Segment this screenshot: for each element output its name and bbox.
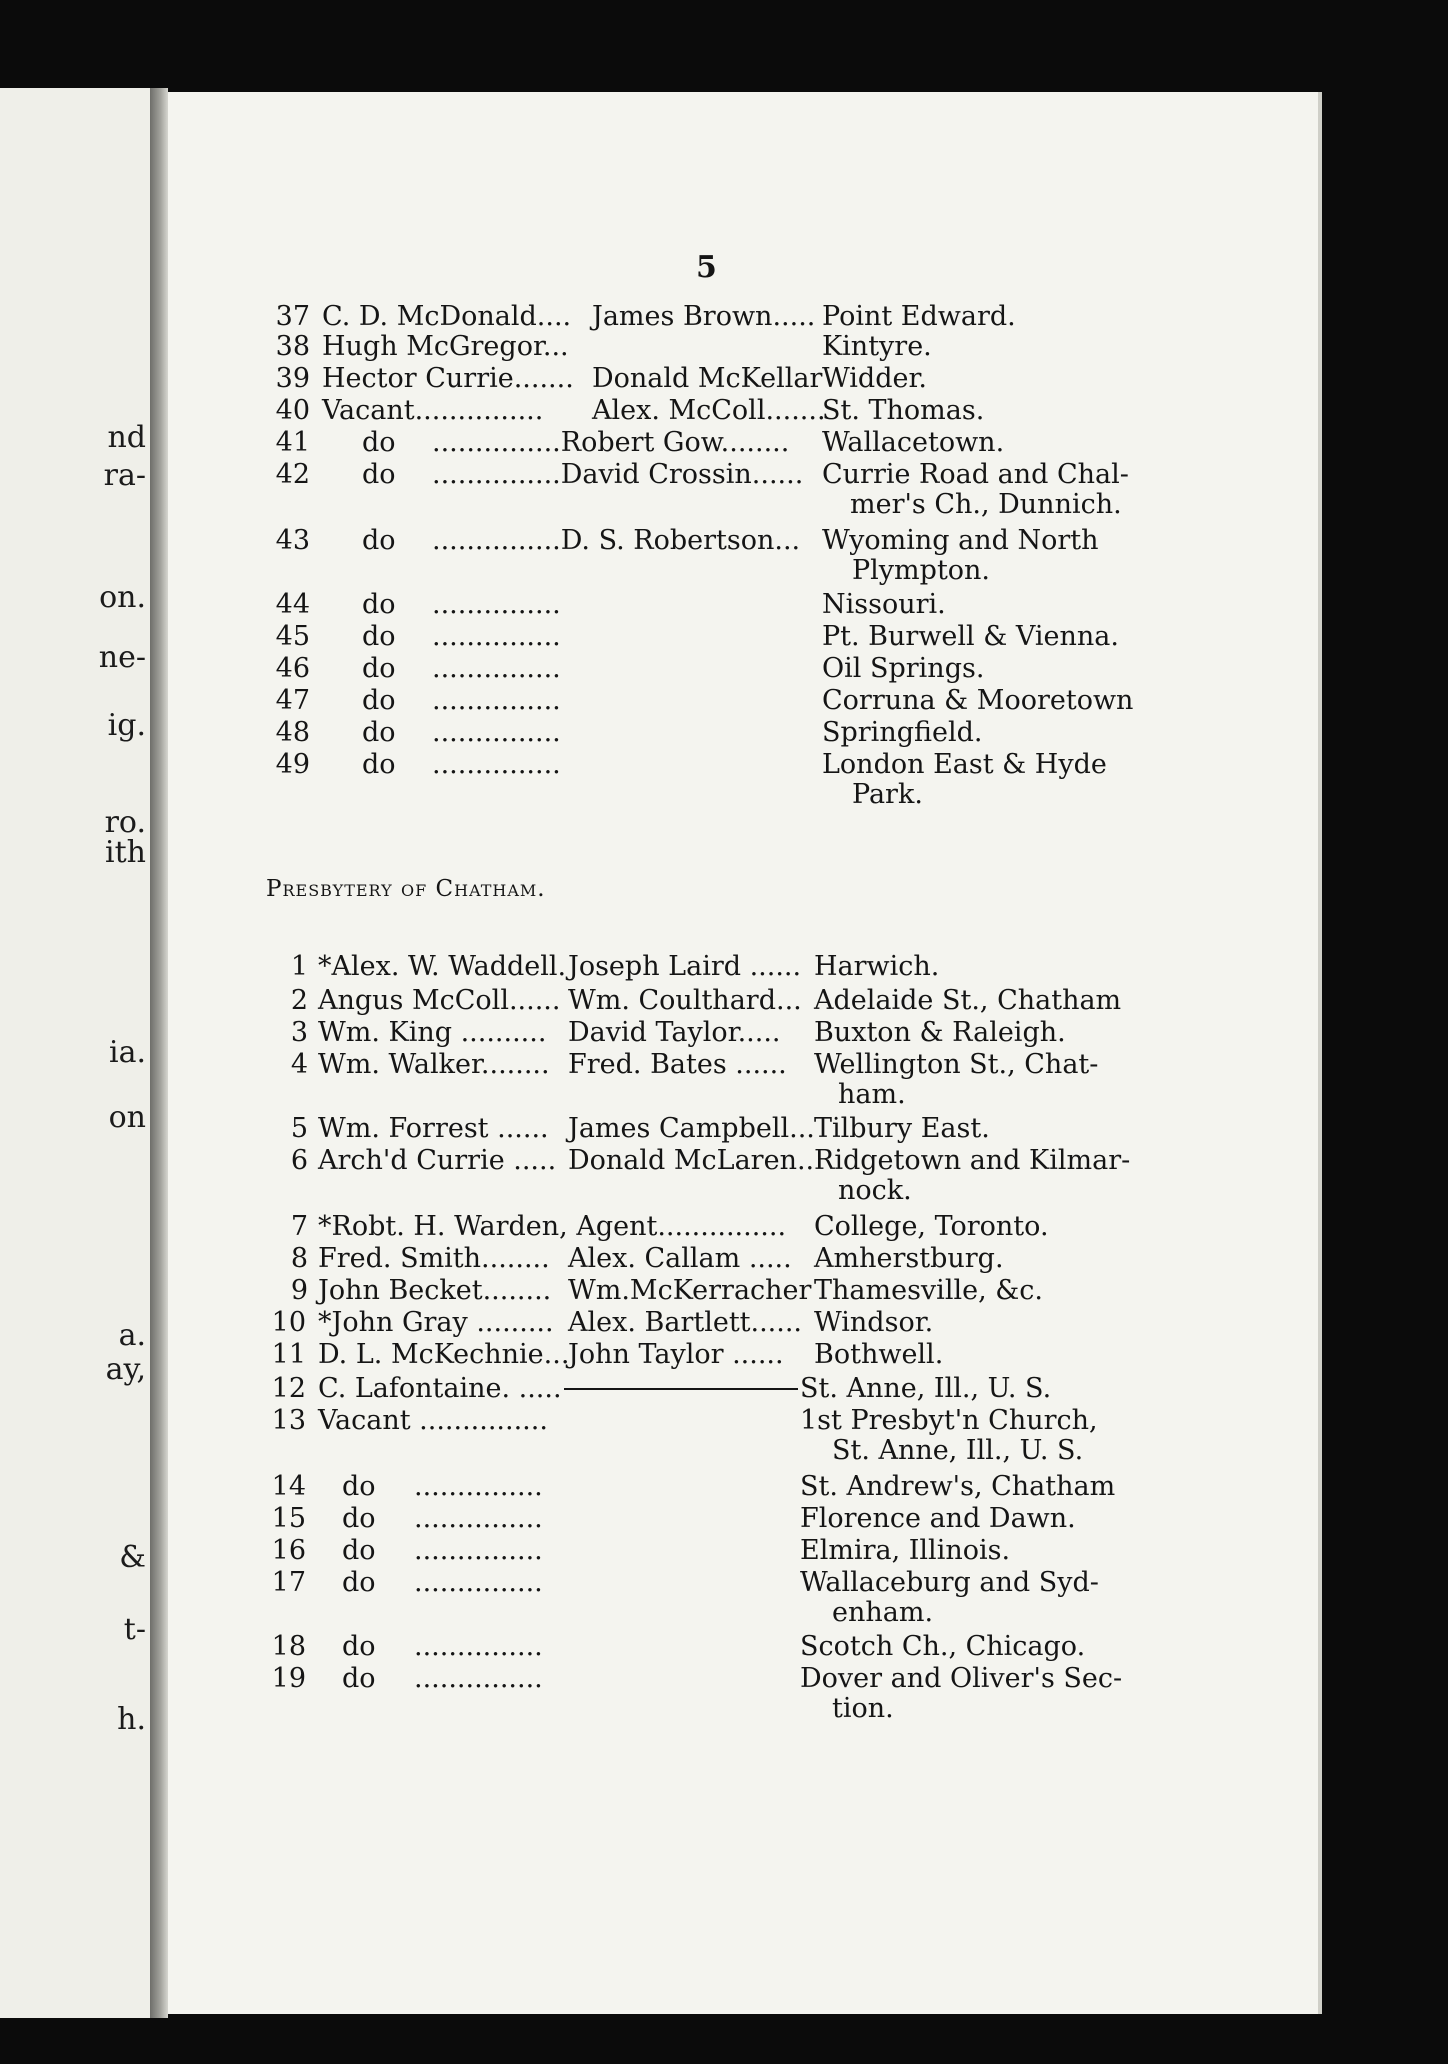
elder-name: David Taylor..... [568, 1017, 781, 1048]
entry-number: 13 [271, 1405, 306, 1436]
roll-entry [0, 1242, 1448, 1275]
minister-name: Angus McColl...... [318, 985, 561, 1016]
elder-name: ............... [432, 589, 561, 620]
congregation-place-continued: enham. [832, 1597, 934, 1628]
entry-number: 15 [271, 1503, 306, 1534]
roll-entry [0, 1662, 1448, 1695]
congregation-place: Amherstburg. [814, 1243, 1004, 1274]
congregation-place-continued: nock. [838, 1175, 912, 1206]
elder-name: Wm. Coulthard... [568, 985, 802, 1016]
entry-number: 10 [271, 1307, 306, 1338]
congregation-place: Currie Road and Chal- [822, 459, 1129, 490]
entry-number: 5 [290, 1113, 308, 1144]
congregation-place: Wallacetown. [822, 427, 1005, 458]
entry-number: 19 [271, 1663, 306, 1694]
leader-rule [564, 1388, 798, 1390]
minister-name: do [362, 589, 396, 620]
congregation-place: London East & Hyde [822, 749, 1107, 780]
congregation-place: St. Andrew's, Chatham [800, 1471, 1116, 1502]
entry-number: 48 [275, 717, 310, 748]
facing-page-fragment: nd [107, 420, 146, 455]
congregation-place: Springfield. [822, 717, 983, 748]
elder-name: Alex. McColl....... [592, 395, 826, 426]
minister-name: Wm. King .......... [318, 1017, 547, 1048]
entry-number: 7 [290, 1211, 308, 1242]
entry-number: 39 [275, 363, 310, 394]
roll-entry [0, 1016, 1448, 1049]
minister-name: *John Gray ......... [318, 1307, 554, 1338]
roll-entry [0, 394, 1448, 427]
roll-entry [0, 1112, 1448, 1145]
entry-number: 43 [275, 525, 310, 556]
congregation-place: Oil Springs. [822, 653, 985, 684]
congregation-place: Nissouri. [822, 589, 946, 620]
minister-name: Wm. Walker........ [318, 1049, 550, 1080]
roll-entry [0, 330, 1448, 363]
minister-name: John Becket........ [318, 1275, 552, 1306]
minister-name: D. L. McKechnie... [318, 1339, 570, 1370]
roll-entry [0, 1534, 1448, 1567]
entry-number: 17 [271, 1567, 306, 1598]
minister-name: Hugh McGregor... [322, 331, 569, 362]
elder-name: James Campbell... [568, 1113, 815, 1144]
elder-name: Fred. Bates ...... [568, 1049, 787, 1080]
minister-name: do [342, 1567, 376, 1598]
minister-name: do [342, 1663, 376, 1694]
entry-number: 44 [275, 589, 310, 620]
congregation-place-continued: tion. [832, 1693, 894, 1724]
minister-name: *Alex. W. Waddell. [318, 951, 567, 982]
section-heading: Presbytery of Chatham. [266, 876, 546, 902]
congregation-place: 1st Presbyt'n Church, [800, 1405, 1098, 1436]
entry-number: 8 [290, 1243, 308, 1274]
congregation-place: Elmira, Illinois. [800, 1535, 1011, 1566]
congregation-place: Adelaide St., Chatham [814, 985, 1122, 1016]
page-number: 5 [696, 250, 717, 285]
minister-name: do [342, 1535, 376, 1566]
entry-number: 4 [290, 1049, 308, 1080]
congregation-place: St. Anne, Ill., U. S. [800, 1373, 1052, 1404]
elder-name: ...............D. S. Robertson... [432, 525, 801, 556]
roll-entry [0, 1306, 1448, 1339]
elder-name: ............... [414, 1567, 543, 1598]
facing-page-fragment: ne- [98, 640, 146, 675]
roll-entry [0, 1144, 1448, 1177]
congregation-place: Corruna & Mooretown [822, 685, 1134, 716]
minister-name: do [342, 1631, 376, 1662]
congregation-place: Dover and Oliver's Sec- [800, 1663, 1123, 1694]
facing-page-fragment: on. [99, 580, 146, 615]
elder-name: Donald McLaren.. [568, 1145, 815, 1176]
entry-number: 42 [275, 459, 310, 490]
roll-entry [0, 524, 1448, 557]
congregation-place-continued: Park. [852, 779, 923, 810]
facing-page-fragment: ra- [103, 458, 146, 493]
entry-number: 18 [271, 1631, 306, 1662]
congregation-place: Windsor. [814, 1307, 934, 1338]
congregation-place: Pt. Burwell & Vienna. [822, 621, 1119, 652]
minister-name: Vacant ............... [318, 1405, 548, 1436]
elder-name: ............... [432, 717, 561, 748]
minister-name: Wm. Forrest ...... [318, 1113, 549, 1144]
congregation-place-continued: ham. [838, 1079, 906, 1110]
minister-name: do [362, 525, 396, 556]
facing-page-fragment: t- [123, 1612, 146, 1647]
roll-entry [0, 684, 1448, 717]
entry-number: 49 [275, 749, 310, 780]
congregation-place: College, Toronto. [814, 1211, 1049, 1242]
congregation-place-continued: St. Anne, Ill., U. S. [832, 1435, 1084, 1466]
congregation-place: Point Edward. [822, 301, 1016, 332]
roll-entry [0, 716, 1448, 749]
congregation-place-continued: Plympton. [852, 555, 991, 586]
congregation-place: Ridgetown and Kilmar- [814, 1145, 1131, 1176]
facing-page-fragment: ay, [105, 1352, 146, 1387]
minister-name: do [362, 459, 396, 490]
congregation-place-continued: mer's Ch., Dunnich. [850, 489, 1122, 520]
congregation-place: Tilbury East. [814, 1113, 990, 1144]
entry-number: 6 [290, 1145, 308, 1176]
minister-name: do [362, 685, 396, 716]
entry-number: 47 [275, 685, 310, 716]
facing-page-fragment: ith [105, 835, 146, 870]
congregation-place: St. Thomas. [822, 395, 985, 426]
entry-number: 2 [290, 985, 308, 1016]
minister-name: Arch'd Currie ..... [318, 1145, 557, 1176]
facing-page-fragment: on [108, 1100, 146, 1135]
entry-number: 37 [275, 301, 310, 332]
elder-name: ............... [432, 653, 561, 684]
elder-name: Wm.McKerracher [568, 1275, 812, 1306]
congregation-place: Scotch Ch., Chicago. [800, 1631, 1086, 1662]
congregation-place: Widder. [822, 363, 927, 394]
elder-name: ...............David Crossin...... [432, 459, 804, 490]
roll-entry [0, 620, 1448, 653]
minister-name: Vacant............... [322, 395, 544, 426]
elder-name: ............... [414, 1535, 543, 1566]
minister-name: do [342, 1471, 376, 1502]
entry-number: 3 [290, 1017, 308, 1048]
roll-entry [0, 1210, 1448, 1243]
roll-entry [0, 1338, 1448, 1371]
roll-entry [0, 1470, 1448, 1503]
congregation-place: Wyoming and North [822, 525, 1099, 556]
elder-name: Donald McKellar [592, 363, 823, 394]
elder-name: Joseph Laird ...... [568, 951, 802, 982]
elder-name: Alex. Callam ..... [568, 1243, 792, 1274]
entry-number: 41 [275, 427, 310, 458]
minister-name: C. Lafontaine. ..... [318, 1373, 562, 1404]
elder-name: ............... [414, 1503, 543, 1534]
roll-entry [0, 748, 1448, 781]
congregation-place: Florence and Dawn. [800, 1503, 1076, 1534]
roll-entry [0, 984, 1448, 1017]
entry-number: 12 [271, 1373, 306, 1404]
entry-number: 16 [271, 1535, 306, 1566]
minister-name: do [362, 621, 396, 652]
roll-entry [0, 362, 1448, 395]
entry-number: 1 [290, 951, 308, 982]
congregation-place: Wellington St., Chat- [814, 1049, 1099, 1080]
congregation-place: Kintyre. [822, 331, 932, 362]
entry-number: 14 [271, 1471, 306, 1502]
entry-number: 45 [275, 621, 310, 652]
minister-name: C. D. McDonald.... [322, 301, 572, 332]
roll-entry [0, 950, 1448, 983]
minister-name: Fred. Smith........ [318, 1243, 550, 1274]
facing-page-fragment: ro. [104, 805, 146, 840]
elder-name: ............... [414, 1471, 543, 1502]
roll-entry [0, 1630, 1448, 1663]
roll-entry [0, 1566, 1448, 1599]
facing-page-fragment: ia. [108, 1035, 146, 1070]
elder-name: James Brown..... [592, 301, 816, 332]
facing-page-fragment: a. [118, 1318, 146, 1353]
elder-name: Alex. Bartlett...... [568, 1307, 803, 1338]
minister-name: *Robt. H. Warden, Agent............... [318, 1211, 787, 1242]
elder-name: John Taylor ...... [568, 1339, 784, 1370]
roll-entry [0, 588, 1448, 621]
roll-entry [0, 426, 1448, 459]
facing-page-fragment: ig. [107, 708, 146, 743]
minister-name: do [362, 427, 396, 458]
minister-name: Hector Currie....... [322, 363, 574, 394]
congregation-place: Buxton & Raleigh. [814, 1017, 1066, 1048]
elder-name: ............... [432, 685, 561, 716]
congregation-place: Bothwell. [814, 1339, 944, 1370]
entry-number: 46 [275, 653, 310, 684]
elder-name: ...............Robert Gow........ [432, 427, 790, 458]
entry-number: 38 [275, 331, 310, 362]
facing-page-fragment: & [119, 1540, 146, 1575]
entry-number: 11 [271, 1339, 306, 1370]
entry-number: 9 [290, 1275, 308, 1306]
congregation-place: Thamesville, &c. [814, 1275, 1043, 1306]
facing-page-fragment: h. [117, 1702, 146, 1737]
roll-entry [0, 300, 1448, 333]
roll-entry [0, 1048, 1448, 1081]
elder-name: ............... [432, 621, 561, 652]
roll-entry [0, 458, 1448, 491]
minister-name: do [362, 749, 396, 780]
elder-name: ............... [432, 749, 561, 780]
roll-entry [0, 1274, 1448, 1307]
roll-entry [0, 1502, 1448, 1535]
entry-number: 40 [275, 395, 310, 426]
minister-name: do [342, 1503, 376, 1534]
congregation-place: Harwich. [814, 951, 940, 982]
elder-name: ............... [414, 1631, 543, 1662]
minister-name: do [362, 717, 396, 748]
elder-name: ............... [414, 1663, 543, 1694]
roll-entry [0, 1404, 1448, 1437]
roll-entry [0, 652, 1448, 685]
minister-name: do [362, 653, 396, 684]
congregation-place: Wallaceburg and Syd- [800, 1567, 1099, 1598]
